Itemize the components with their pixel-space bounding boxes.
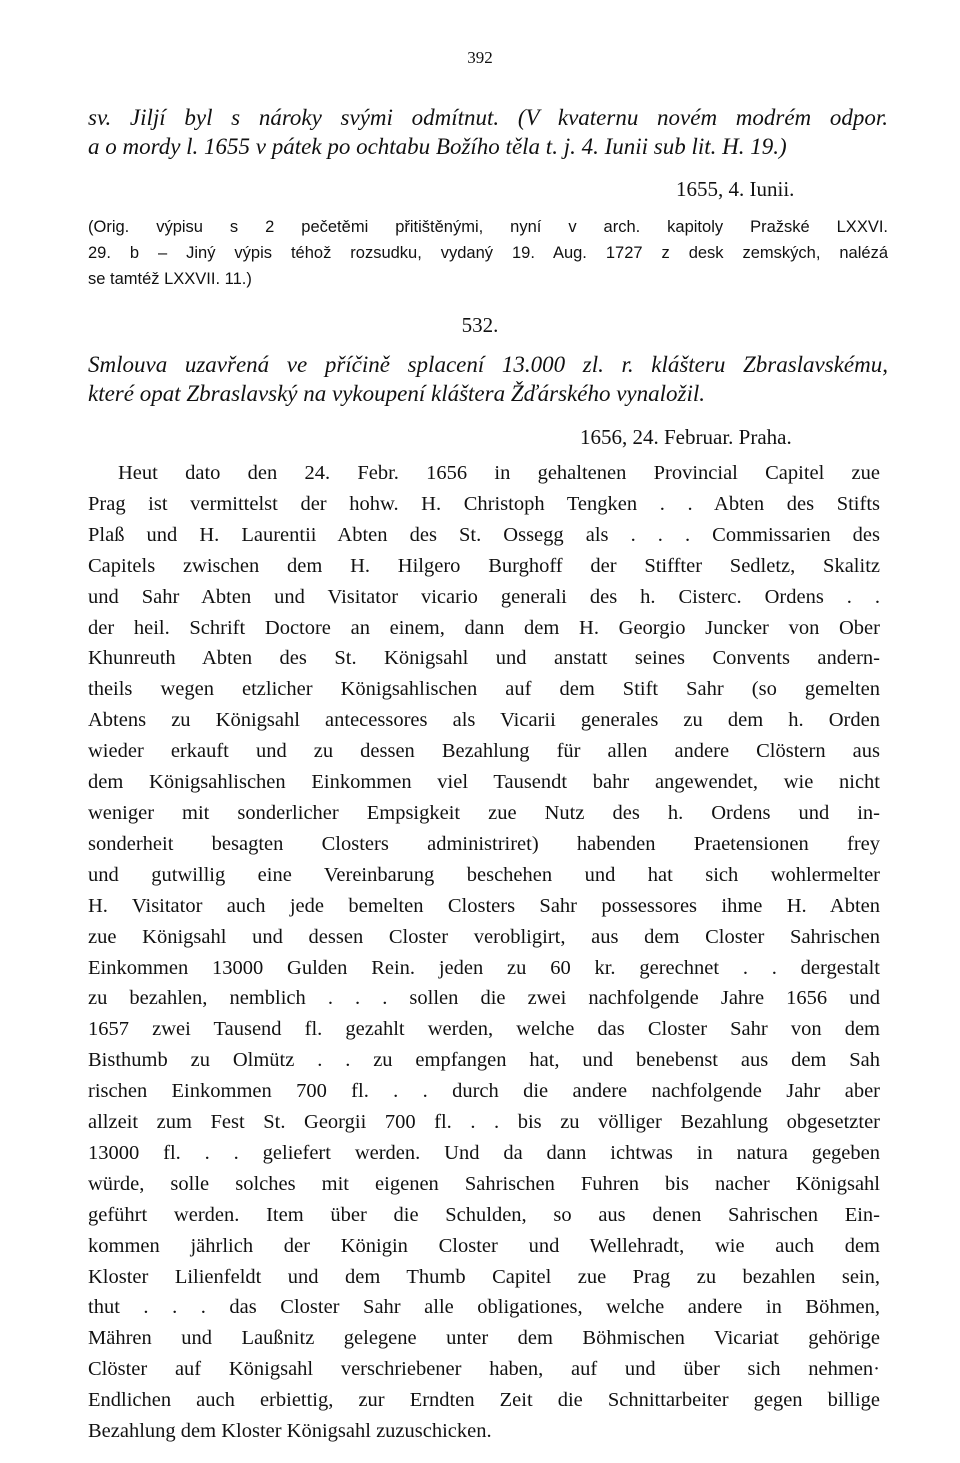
body-line: Einkommen 13000 Gulden Rein. jeden zu 60 kr. gerechnet . . dergestalt bbox=[88, 956, 880, 979]
continuation-line: a o mordy l. 1655 v pátek po ochtabu Božího těla t. j. 4. Iunii sub lit. H. 19.) bbox=[88, 134, 787, 159]
body-line: wieder erkauft und zu dessen Bezahlung für allen andere Clöstern aus bbox=[88, 740, 880, 763]
body-line: Kloster Lilienfeldt und dem Thumb Capitel zue Prag zu bezahlen sein, bbox=[88, 1265, 880, 1288]
date-place-line: 1656, 24. Februar. Praha. bbox=[580, 425, 792, 449]
heading-line: Smlouva uzavřená ve příčině splacení 13.000 zl. r. klášteru Zbraslavskému, bbox=[88, 352, 888, 377]
body-line: zue Königsahl und dessen Closter verobligirt, aus dem Closter Sahrischen bbox=[88, 925, 880, 948]
body-line: und gutwillig eine Vereinbarung beschehen und hat sich wohlermelter bbox=[88, 863, 880, 886]
body-line: 13000 fl. . . geliefert werden. Und da dann ichtwas in natura gegeben bbox=[88, 1141, 880, 1164]
source-note-line: (Orig. výpisu s 2 pečetěmi přitištěnými, nyní v arch. kapitoly Pražské LXXVI. bbox=[88, 218, 888, 236]
body-line: kommen jährlich der Königin Closter und Wellehradt, wie auch dem bbox=[88, 1234, 880, 1257]
body-line: Bezahlung dem Kloster Königsahl zuzuschicken. bbox=[88, 1420, 492, 1443]
source-note bbox=[88, 214, 888, 292]
body-line: theils wegen etzlicher Königsahlischen auf dem Stift Sahr (so gemelten bbox=[88, 678, 880, 701]
body-line: thut . . . das Closter Sahr alle obligationes, welche andere in Böhmen, bbox=[88, 1296, 880, 1319]
date-line: 1655, 4. Iunii. bbox=[676, 177, 795, 201]
continuation-text bbox=[88, 103, 888, 161]
continuation-line: sv. Jiljí byl s nároky svými odmítnut. (V kvaternu novém modrém odpor. bbox=[88, 105, 888, 130]
body-text bbox=[88, 458, 880, 1447]
body-line: würde, solle solches mit eigenen Sahrischen Fuhren bis nacher Königsahl bbox=[88, 1172, 880, 1195]
body-line: und Sahr Abten und Visitator vicario generali des h. Cisterc. Ordens . . bbox=[88, 585, 880, 608]
body-line: Clöster auf Königsahl verschriebener haben, auf und über sich nehmen· bbox=[88, 1358, 880, 1381]
body-line: H. Visitator auch jede bemelten Closters Sahr possessores ihme H. Abten bbox=[88, 894, 880, 917]
body-line: allzeit zum Fest St. Georgii 700 fl. . . bis zu völliger Bezahlung obgesetzter bbox=[88, 1111, 880, 1134]
body-line: Capitels zwischen dem H. Hilgero Burghoff der Stiffter Sedletz, Skalitz bbox=[88, 554, 880, 577]
document-number: 532. bbox=[461, 313, 499, 337]
page-number: 392 bbox=[467, 48, 493, 67]
body-line: 1657 zwei Tausend fl. gezahlt werden, welche das Closter Sahr von dem bbox=[88, 1018, 880, 1041]
body-line: zu bezahlen, nemblich . . . sollen die zwei nachfolgende Jahre 1656 und bbox=[88, 987, 880, 1010]
source-note-line: 29. b – Jiný výpis téhož rozsudku, vydaný 19. Aug. 1727 z desk zemských, nalézá bbox=[88, 244, 888, 262]
body-line: Abtens zu Königsahl antecessores als Vicarii generales zu dem h. Orden bbox=[88, 709, 880, 732]
body-line: dem Königsahlischen Einkommen viel Tausendt bahr angewendet, wie nicht bbox=[88, 771, 880, 794]
body-line: weniger mit sonderlicher Empsigkeit zue Nutz des h. Ordens und in- bbox=[88, 801, 880, 824]
document-heading bbox=[88, 350, 888, 408]
body-line: Heut dato den 24. Febr. 1656 in gehaltenen Provincial Capitel zue bbox=[118, 462, 880, 484]
body-line: Khunreuth Abten des St. Königsahl und anstatt seines Convents andern- bbox=[88, 647, 880, 670]
body-line: sonderheit besagten Closters administriret) habenden Praetensionen frey bbox=[88, 832, 880, 855]
body-line: geführt werden. Item über die Schulden, so aus denen Sahrischen Ein- bbox=[88, 1203, 880, 1226]
body-line: rischen Einkommen 700 fl. . . durch die andere nachfolgende Jahr aber bbox=[88, 1080, 880, 1103]
source-note-line: se tamtéž LXXVII. 11.) bbox=[88, 270, 252, 288]
body-line: Plaß und H. Laurentii Abten des St. Ossegg als . . . Commissarien des bbox=[88, 523, 880, 546]
body-line: Bisthumb zu Olmütz . . zu empfangen hat, und benebenst aus dem Sah bbox=[88, 1049, 880, 1072]
body-line: Prag ist vermittelst der hohw. H. Christoph Tengken . . Abten des Stifts bbox=[88, 492, 880, 515]
body-line: der heil. Schrift Doctore an einem, dann dem H. Georgio Juncker von Ober bbox=[88, 616, 880, 639]
body-line: Endlichen auch erbiettig, zur Erndten Zeit die Schnittarbeiter gegen billige bbox=[88, 1389, 880, 1412]
heading-line: které opat Zbraslavský na vykoupení kláštera Žďárského vynaložil. bbox=[88, 381, 705, 406]
body-line: Mähren und Laußnitz gelegene unter dem Böhmischen Vicariat gehörige bbox=[88, 1327, 880, 1350]
